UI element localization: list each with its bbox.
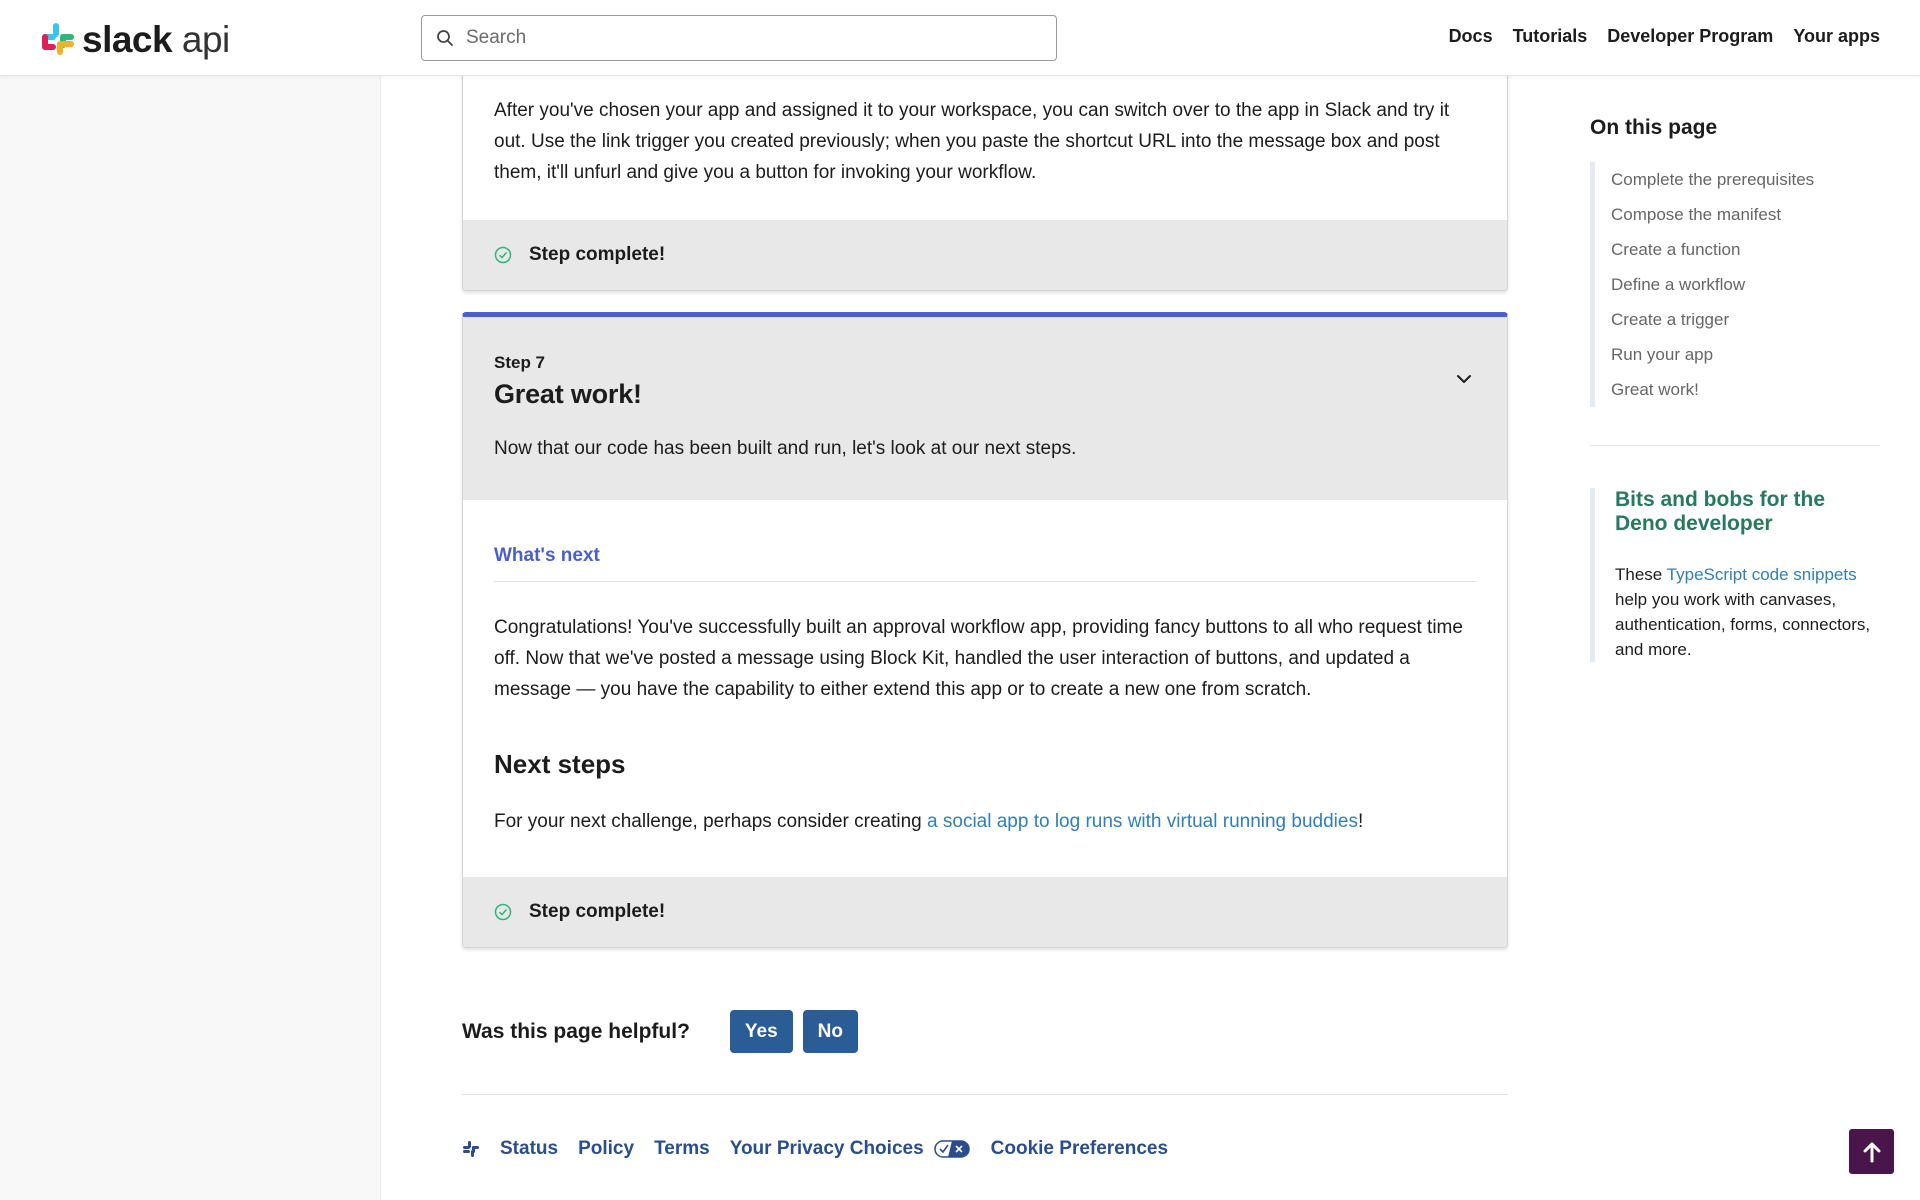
toc-item[interactable]: Create a function xyxy=(1611,240,1741,259)
nav-tutorials[interactable]: Tutorials xyxy=(1512,26,1588,46)
slack-api-logo[interactable] xyxy=(40,20,230,58)
step-6-body: After you've chosen your app and assigned it to your workspace, you can switch over to the app in Slack and try it out. Use the link trigger you created previously; when you paste the shortcut URL into the message box and post them, it'll unfurl and give you a button for invoking your workflow. xyxy=(494,100,1450,183)
step-6-complete xyxy=(463,220,1507,290)
search-icon xyxy=(436,29,454,47)
step-complete-label: Step complete! xyxy=(529,244,666,265)
toc-divider xyxy=(1590,445,1880,446)
toc-item[interactable]: Run your app xyxy=(1611,345,1714,364)
whats-next-heading: What's next xyxy=(494,545,1476,582)
footer-links xyxy=(462,1138,1188,1160)
step-7-content xyxy=(463,500,1507,833)
footer-policy-link[interactable]: Policy xyxy=(578,1138,635,1159)
helpful-label: Was this page helpful? xyxy=(462,1019,690,1043)
back-to-top-button[interactable] xyxy=(1849,1129,1894,1174)
search-input[interactable] xyxy=(466,27,1026,49)
toc-item[interactable]: Define a workflow xyxy=(1611,275,1746,294)
toc-item[interactable]: Compose the manifest xyxy=(1611,205,1782,224)
search-box[interactable] xyxy=(421,15,1057,61)
toc-item[interactable]: Create a trigger xyxy=(1611,310,1730,329)
check-circle-icon xyxy=(494,246,512,264)
step-label: Step 7 xyxy=(494,353,546,372)
nav-developer-program[interactable]: Developer Program xyxy=(1607,26,1774,46)
privacy-toggle-icon[interactable] xyxy=(934,1140,970,1158)
congrats-paragraph: Congratulations! You've successfully built an approval workflow app, providing fancy buttons to all who request time off. Now that we've posted a message using Block Kit, handled the user interaction of buttons, and updated a message — you have the capability to either extend this app or to create a new one from scratch. xyxy=(494,617,1463,700)
step-7-header[interactable] xyxy=(463,317,1507,500)
slack-logo-icon xyxy=(40,21,76,57)
no-button[interactable]: No xyxy=(803,1010,858,1053)
nav-docs[interactable]: Docs xyxy=(1448,26,1493,46)
toc-item[interactable]: Complete the prerequisites xyxy=(1611,170,1815,189)
toc-list xyxy=(1590,162,1880,407)
chevron-down-icon[interactable] xyxy=(1455,373,1473,385)
step-intro: Now that our code has been built and run, let's look at our next steps. xyxy=(494,438,1077,459)
footer-divider xyxy=(462,1094,1508,1095)
nav-your-apps[interactable]: Your apps xyxy=(1793,26,1880,46)
arrow-up-icon xyxy=(1862,1141,1882,1163)
logo-text: slack api xyxy=(82,18,230,60)
check-circle-icon xyxy=(494,903,512,921)
toc-item[interactable]: Great work! xyxy=(1611,380,1699,399)
feedback-row xyxy=(462,1010,868,1053)
step-7-complete xyxy=(463,877,1507,947)
left-sidebar xyxy=(0,76,381,1200)
deno-promo xyxy=(1590,488,1880,662)
typescript-snippets-link[interactable]: TypeScript code snippets xyxy=(1666,565,1857,584)
footer-terms-link[interactable]: Terms xyxy=(654,1138,710,1159)
step-6-card xyxy=(462,66,1508,291)
next-steps-heading: Next steps xyxy=(494,749,626,779)
step-complete-label: Step complete! xyxy=(529,901,666,922)
deno-promo-title: Bits and bobs for the Deno developer xyxy=(1615,488,1825,535)
toc-title: On this page xyxy=(1590,116,1718,139)
yes-button[interactable]: Yes xyxy=(730,1010,793,1053)
challenge-paragraph: For your next challenge, perhaps consider creating a social app to log runs with virtual running buddies! xyxy=(494,811,1364,832)
deno-promo-text: These TypeScript code snippets help you work with canvases, authentication, forms, connectors, and more. xyxy=(1615,565,1871,659)
social-app-link[interactable]: a social app to log runs with virtual running buddies xyxy=(927,811,1358,832)
footer-status-link[interactable]: Status xyxy=(500,1138,559,1159)
step-title: Great work! xyxy=(494,379,642,409)
step-7-card xyxy=(462,312,1508,948)
on-this-page-toc xyxy=(1590,116,1880,662)
top-nav xyxy=(1449,26,1880,47)
footer-privacy-link[interactable]: Your Privacy Choices xyxy=(729,1138,924,1159)
top-header xyxy=(0,0,1920,76)
slack-mini-icon xyxy=(462,1140,480,1158)
footer-cookie-link[interactable]: Cookie Preferences xyxy=(990,1138,1169,1159)
